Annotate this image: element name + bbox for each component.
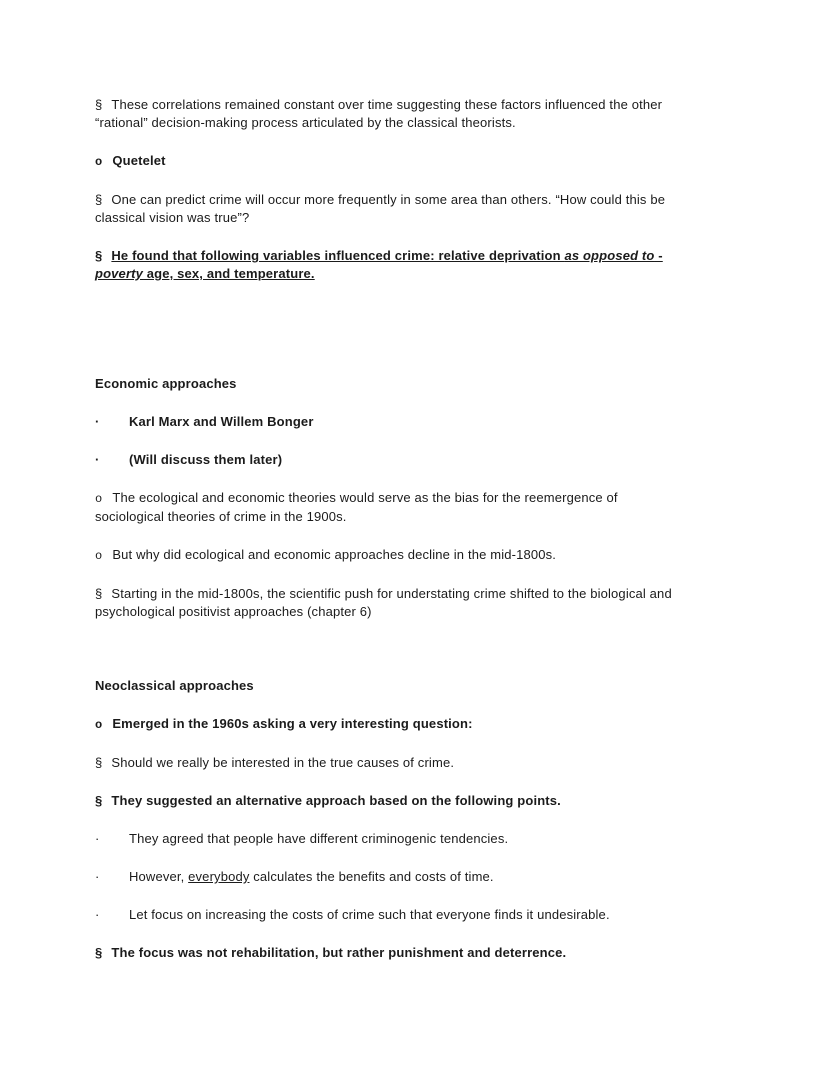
paragraph-text-run: as opposed to bbox=[564, 248, 655, 263]
blank-space bbox=[95, 303, 768, 375]
bullet-however-everybody bbox=[95, 868, 768, 886]
paragraph-text-run: calculates the benefits and costs of time. bbox=[249, 869, 494, 884]
section-marker-icon: § bbox=[95, 248, 103, 263]
paragraph-variables bbox=[95, 247, 768, 283]
heading-text: Neoclassical approaches bbox=[95, 678, 254, 693]
circle-marker-icon: o bbox=[95, 155, 103, 169]
paragraph-text-line: Let focus on increasing the costs of crime such that everyone finds it undesirable. bbox=[129, 907, 610, 922]
paragraph-correlations bbox=[95, 96, 768, 132]
paragraph-why-decline bbox=[95, 546, 768, 565]
bullet-discuss-later bbox=[95, 451, 768, 469]
dot-bullet-icon: · bbox=[95, 907, 100, 922]
paragraph-predict bbox=[95, 191, 768, 227]
paragraph-text-line: classical vision was true”? bbox=[95, 210, 250, 225]
bullet-let-focus bbox=[95, 906, 768, 924]
dot-bullet-icon: · bbox=[95, 414, 100, 429]
paragraph-text-line: The focus was not rehabilitation, but rather punishment and deterrence. bbox=[111, 945, 567, 960]
circle-marker-icon: o bbox=[95, 492, 103, 506]
paragraph-emerged-1960s bbox=[95, 715, 768, 734]
dot-bullet-icon: · bbox=[95, 452, 100, 467]
paragraph-text-run: everybody bbox=[188, 869, 250, 884]
paragraph-should-we bbox=[95, 754, 768, 772]
paragraph-text-run: poverty bbox=[95, 266, 144, 281]
dot-bullet-icon: · bbox=[95, 831, 100, 846]
heading-text: Economic approaches bbox=[95, 376, 237, 391]
paragraph-text-line: One can predict crime will occur more frequently in some area than others. “How could this be bbox=[111, 192, 666, 207]
dot-bullet-icon: · bbox=[95, 869, 100, 884]
paragraph-text-line: These correlations remained constant over time suggesting these factors influenced the other bbox=[111, 97, 663, 112]
bullet-karl-marx bbox=[95, 413, 768, 431]
paragraph-text-line: Should we really be interested in the true causes of crime. bbox=[111, 755, 455, 770]
paragraph-ecological bbox=[95, 489, 768, 526]
circle-marker-icon: o bbox=[95, 718, 103, 732]
section-marker-icon: § bbox=[95, 192, 103, 207]
paragraph-text-line: (Will discuss them later) bbox=[129, 452, 283, 467]
paragraph-text-line: “rational” decision-making process articulated by the classical theorists. bbox=[95, 115, 516, 130]
heading-economic-approaches bbox=[95, 375, 768, 393]
paragraph-text-run: age, sex, and temperature. bbox=[143, 266, 315, 281]
bullet-agreed-tendencies bbox=[95, 830, 768, 848]
paragraph-text-line: They suggested an alternative approach based on the following points. bbox=[111, 793, 561, 808]
paragraph-text-line: Quetelet bbox=[112, 153, 166, 168]
heading-neoclassical-approaches bbox=[95, 677, 768, 695]
paragraph-suggested-alternative bbox=[95, 792, 768, 810]
paragraph-text-line: Starting in the mid-1800s, the scientific push for understating crime shifted to the biological and bbox=[111, 586, 672, 601]
section-marker-icon: § bbox=[95, 586, 103, 601]
paragraph-text-line: They agreed that people have different criminogenic tendencies. bbox=[129, 831, 509, 846]
section-marker-icon: § bbox=[95, 945, 103, 960]
paragraph-text-line: sociological theories of crime in the 1900s. bbox=[95, 509, 347, 524]
paragraph-quetelet bbox=[95, 152, 768, 171]
section-marker-icon: § bbox=[95, 793, 103, 808]
paragraph-text-line: But why did ecological and economic approaches decline in the mid-1800s. bbox=[112, 547, 557, 562]
circle-marker-icon: o bbox=[95, 549, 103, 563]
paragraph-text-run: - bbox=[654, 248, 663, 263]
section-marker-icon: § bbox=[95, 97, 103, 112]
paragraph-text-run: However, bbox=[129, 869, 189, 884]
blank-space bbox=[95, 641, 768, 677]
paragraph-focus-punishment bbox=[95, 944, 768, 962]
paragraph-text-line: Karl Marx and Willem Bonger bbox=[129, 414, 314, 429]
paragraph-text-line: psychological positivist approaches (chapter 6) bbox=[95, 604, 372, 619]
section-marker-icon: § bbox=[95, 755, 103, 770]
paragraph-text-line: The ecological and economic theories would serve as the bias for the reemergence of bbox=[112, 490, 618, 505]
paragraph-text-run: He found that following variables influenced crime: relative deprivation bbox=[111, 248, 565, 263]
paragraph-starting-mid1800s bbox=[95, 585, 768, 621]
paragraph-text-line: Emerged in the 1960s asking a very interesting question: bbox=[112, 716, 473, 731]
